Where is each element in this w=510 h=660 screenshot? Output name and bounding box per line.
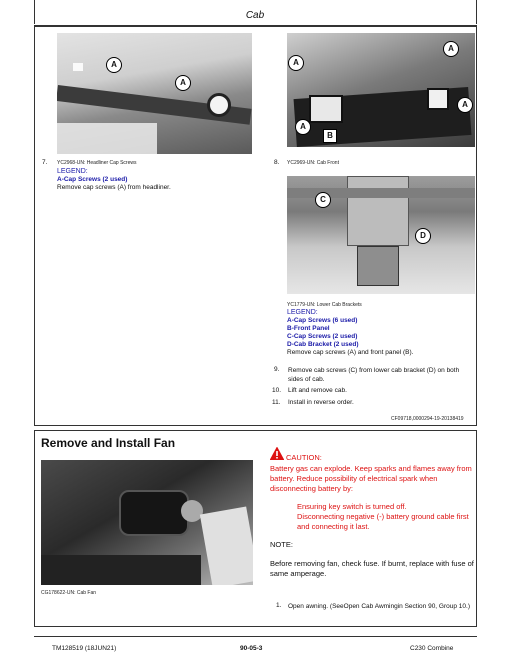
step-10-number: 10. [272,387,282,394]
footer-doc-id: TM128519 (18JUN21) [52,645,117,652]
bracket-legend-title: LEGEND: [287,309,318,316]
headliner-callout-a-1: A [106,57,122,73]
step-8-number: 8. [274,159,280,166]
headliner-callout-a-2: A [175,75,191,91]
header-left-rule [34,0,35,24]
cab-fan-photo [41,460,253,585]
bracket-callout-c: C [315,192,331,208]
fan-step-1-number: 1. [276,602,282,609]
step-7-legend-item: A-Cap Screws (2 used) [57,176,128,183]
footer-page-number: 90-05-3 [240,645,263,652]
step-7-legend-title: LEGEND: [57,168,88,175]
caution-item-2: Disconnecting negative (-) battery ground cable first and connecting it last. [297,512,469,531]
fan-step-1-text: Open awning. (SeeOpen Cab Awmingin Section 90, Group 10.) [288,603,470,610]
step-7-instruction: Remove cap screws (A) from headliner. [57,184,171,191]
bracket-instruction: Remove cap screws (A) and front panel (B). [287,349,414,356]
bracket-legend-item-b: B-Front Panel [287,325,330,332]
cab-bracket-photo [287,176,475,294]
fan-photo-caption: CG178622-UN: Cab Fan [41,590,97,596]
step-8-caption: YC2969-UN: Cab Front [287,160,339,166]
step-10-text: Lift and remove cab. [288,387,347,394]
cab-front-callout-a-1: A [288,55,304,71]
caution-text: Battery gas can explode. Keep sparks and flames away from battery. Reduce possibility of electrical spark when disconnecting battery by: [270,464,472,493]
fan-section-heading: Remove and Install Fan [41,436,176,450]
bracket-legend-item-c: C-Cap Screws (2 used) [287,333,358,340]
bracket-legend-item-a: A-Cap Screws (6 used) [287,317,358,324]
bracket-legend-item-d: D-Cab Bracket (2 used) [287,341,359,348]
caution-warning-icon [270,447,284,460]
cab-front-callout-a-2: A [295,119,311,135]
step-7-caption: YC2968-UN: Headliner Cap Screws [57,160,137,166]
page-header-title: Cab [245,10,265,21]
step-7-number: 7. [42,159,48,166]
caution-item-1: Ensuring key switch is turned off. [297,502,407,511]
step-11-number: 11. [272,399,281,406]
step-9-number: 9. [274,366,280,373]
bracket-callout-d: D [415,228,431,244]
note-label: NOTE: [270,540,293,549]
cab-front-photo [287,33,475,147]
footer-rule [34,636,477,637]
footer-product: C230 Combine [410,645,454,652]
caution-label: CAUTION: [286,453,322,462]
step-9-text: Remove cab screws (C) from lower cab bracket (D) on both sides of cab. [288,367,460,383]
cab-front-callout-a-4: A [457,97,473,113]
header-underline [34,25,477,26]
bracket-caption: YC1779-UN: Lower Cab Brackets [287,302,362,308]
cab-front-callout-a-3: A [443,41,459,57]
reference-code: CF09718,0000294-19-20138419 [391,416,464,422]
cab-front-callout-b: B [323,129,337,143]
header-right-rule [476,0,477,24]
note-text: Before removing fan, check fuse. If burnt, replace with fuse of same amperage. [270,559,474,578]
headliner-photo [57,33,252,154]
step-11-text: Install in reverse order. [288,399,354,406]
